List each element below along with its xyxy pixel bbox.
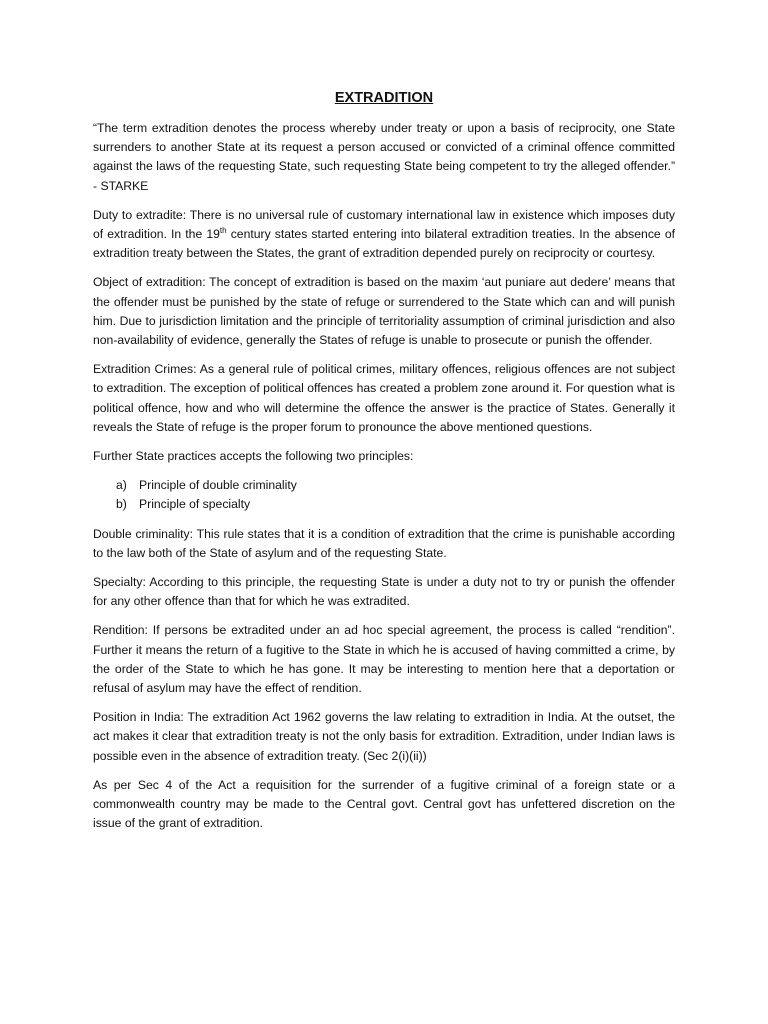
principles-list — [93, 476, 675, 514]
crimes-paragraph: Extradition Crimes: As a general rule of political crimes, military offences, religious offences are not subject to extradition. The exception of political offences has created a problem zone around it. For question what is political offence, how and who will determine the offence the answer is the practice of States. Generally it reveals the State of refuge is the proper forum to pronounce the above mentioned questions. — [93, 362, 675, 434]
list-marker: b) — [116, 497, 127, 512]
page-title: EXTRADITION — [334, 90, 434, 106]
rendition-paragraph: Rendition: If persons be extradited under an ad hoc special agreement, the process is called “rendition”. Further it means the return of a fugitive to the State in which he is accused of having committed a crime, by the order of the State to which he has gone. It may be interesting to mention here that a deportation or refusal of asylum may have the effect of rendition. — [93, 623, 675, 696]
specialty-paragraph: Specialty: According to this principle, the requesting State is under a duty not to try or punish the offender for any other offence than that for which he was extradited. — [93, 575, 675, 609]
duty-superscript: th — [219, 225, 227, 235]
sec4-paragraph: As per Sec 4 of the Act a requisition for the surrender of a fugitive criminal of a foreign state or a commonwealth country may be made to the Central govt. Central govt has unfettered discretion on the issue of the grant of extradition. — [93, 777, 675, 831]
list-item-text: Principle of specialty — [139, 497, 251, 512]
object-paragraph: Object of extradition: The concept of extradition is based on the maxim ‘aut puniare aut dedere’ means that the offender must be punished by the state of refuge or surrendered to the State which can and will punish him. Due to jurisdiction limitation and the principle of territoriality assumption of criminal jurisdiction and also non-availability of evidence, generally the States of refuge is unable to prosecute or punish the offender. — [93, 275, 675, 348]
document-page — [93, 88, 675, 844]
double-criminality-paragraph: Double criminality: This rule states that it is a condition of extradition that the crime is punishable according to the law both of the State of asylum and of the requesting State. — [93, 526, 675, 560]
starke-quote: “The term extradition denotes the process whereby under treaty or upon a basis of reciprocity, one State surrenders to another State at its request a person accused or convicted of a criminal offence committed against the laws of the requesting State, such requesting State being competent to try the alleged offender.” - STARKE — [93, 121, 675, 193]
list-marker: a) — [116, 478, 127, 493]
list-item — [93, 476, 675, 495]
duty-text-part2: century states started entering into bilateral extradition treaties. In the absence of extradition treaty between the States, the grant of extradition depended purely on reciprocity or courtesy. — [93, 227, 675, 261]
india-paragraph: Position in India: The extradition Act 1962 governs the law relating to extradition in India. At the outset, the act makes it clear that extradition treaty is not the only basis for extradition. Extradition, under Indian laws is possible even in the absence of extradition treaty. (Sec 2(i)(ii)) — [93, 710, 675, 763]
further-paragraph: Further State practices accepts the following two principles: — [93, 449, 414, 464]
list-item — [93, 495, 675, 514]
duty-paragraph — [93, 206, 675, 264]
duty-text-part1: Duty to extradite: There is no universal rule of customary international law in existence which imposes duty of extradition. In the 19 — [93, 207, 675, 242]
list-item-text: Principle of double criminality — [139, 478, 297, 493]
